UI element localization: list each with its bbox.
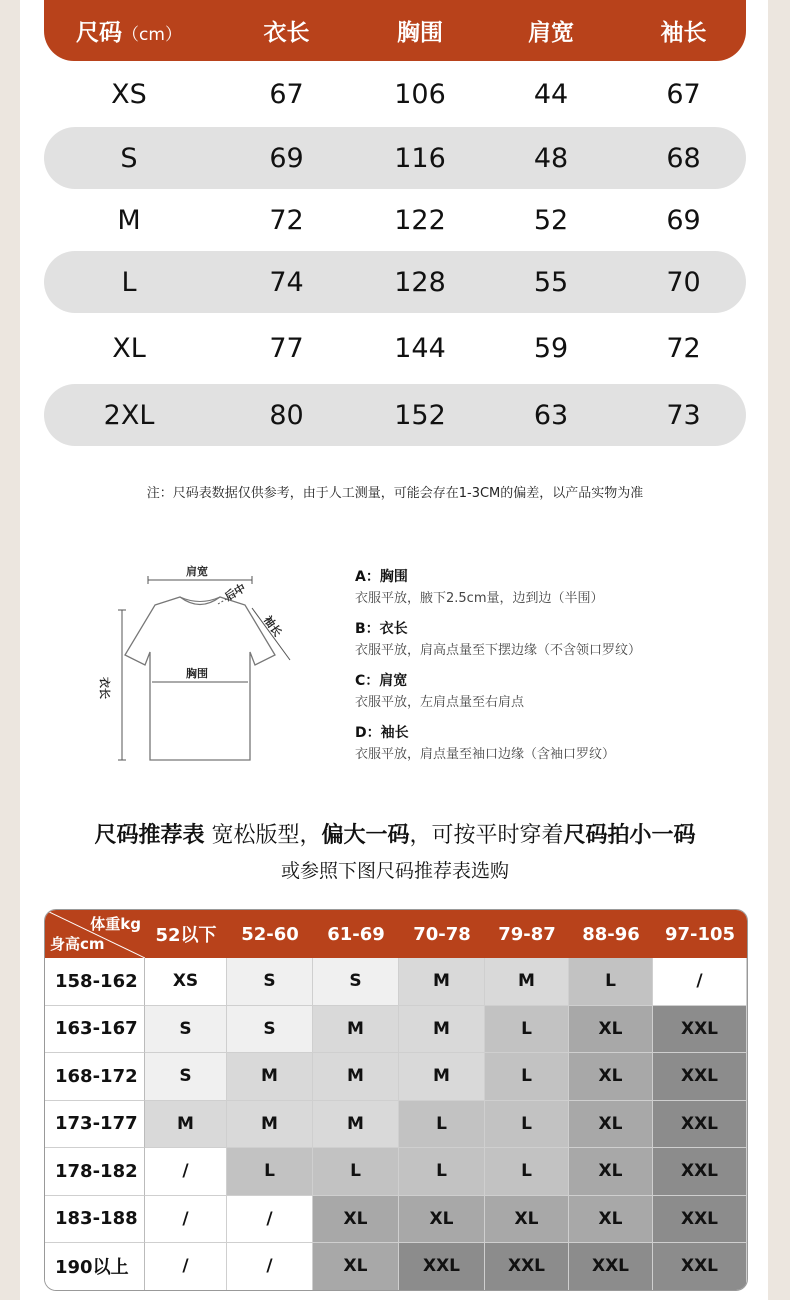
size-recommendation-cell: L [227,1148,313,1196]
size-recommendation-cell: XL [399,1196,485,1244]
size-row [44,317,746,379]
size-recommendation-cell: M [227,1053,313,1101]
size-recommendation-cell: M [399,1053,485,1101]
size-recommendation-cell: / [145,1148,227,1196]
size-recommendation-cell: / [227,1196,313,1244]
tshirt-diagram [100,560,320,770]
measurement-note: 注：尺码表数据仅供参考，由于人工测量，可能会存在1-3CM的偏差，以产品实物为准 [146,486,644,501]
size-row [44,127,746,189]
size-row [44,63,746,125]
weight-header: 79-87 [498,923,556,945]
tshirt-outline-icon [100,560,320,770]
size-recommendation-cell: XXL [653,1243,747,1291]
definition-sleeve: D：袖长 衣服平放，肩点量至袖口边缘（含袖口罗纹） [355,725,616,762]
weight-header: 52以下 [155,925,217,946]
size-cell-shoulder: 52 [533,204,569,236]
size-recommendation-cell: XXL [653,1196,747,1244]
size-cell-sleeve: 68 [666,142,701,174]
size-cell-size: XS [111,78,147,110]
label-sleeve: 袖长 [260,613,285,640]
size-recommendation-cell: XL [569,1006,653,1054]
measurement-definitions [355,566,755,774]
size-recommendation-cell: S [313,958,399,1006]
size-cell-size: L [121,266,137,298]
size-recommendation-cell: S [227,958,313,1006]
size-table-header [44,0,746,61]
size-recommendation-cell: XL [569,1101,653,1149]
header-size: 尺码（cm） [76,20,182,46]
size-cell-chest: 128 [394,266,446,298]
size-cell-sleeve: 73 [666,399,701,431]
header-unit: （cm） [122,25,182,45]
size-cell-shoulder: 48 [533,142,569,174]
definition-chest: A：胸围 衣服平放，腋下2.5cm量，边到边（半围） [355,569,604,606]
size-recommendation-cell: / [227,1243,313,1291]
size-recommendation-cell: / [145,1196,227,1244]
size-recommendation-cell: S [145,1006,227,1054]
size-recommendation-cell: XL [569,1196,653,1244]
size-recommendation-cell: M [313,1053,399,1101]
size-recommendation-cell: L [313,1148,399,1196]
label-shoulder: 肩宽 [186,565,208,578]
size-recommendation-cell: S [145,1053,227,1101]
size-recommendation-cell: L [485,1053,569,1101]
height-label: 178-182 [45,1148,145,1196]
size-recommendation-cell: XXL [399,1243,485,1291]
corner-weight-label: 体重kg [90,915,141,933]
size-recommendation-cell: / [145,1243,227,1291]
size-recommendation-cell: XL [313,1196,399,1244]
size-recommendation-cell: M [485,958,569,1006]
size-cell-shoulder: 59 [533,332,569,364]
size-cell-shoulder: 55 [533,266,569,298]
size-cell-sleeve: 67 [666,78,701,110]
weight-header: 70-78 [413,923,471,945]
size-recommendation-cell: M [227,1101,313,1149]
definition-shoulder: C：肩宽 衣服平放，左肩点量至右肩点 [355,673,525,710]
size-cell-length: 69 [269,142,304,174]
size-cell-chest: 152 [394,399,446,431]
recommendation-heading: 尺码推荐表 宽松版型，偏大一码，可按平时穿着尺码拍小一码 [94,823,696,848]
weight-header: 61-69 [327,923,385,945]
height-label: 173-177 [45,1101,145,1149]
size-recommendation-cell: XL [569,1148,653,1196]
height-label: 158-162 [45,958,145,1006]
header-chest: 胸围 [397,20,443,46]
size-cell-shoulder: 63 [533,399,569,431]
size-cell-sleeve: 70 [666,266,701,298]
size-row [44,189,746,251]
label-length: 衣长 [98,677,111,699]
size-recommendation-cell: L [485,1101,569,1149]
corner-height-label: 身高cm [50,935,105,953]
size-cell-length: 77 [269,332,304,364]
height-label: 183-188 [45,1196,145,1244]
size-recommendation-cell: XS [145,958,227,1006]
recommendation-grid [44,909,748,1291]
size-recommendation-cell: XXL [485,1243,569,1291]
size-recommendation-cell: L [569,958,653,1006]
size-cell-size: 2XL [103,399,155,431]
size-row [44,251,746,313]
size-recommendation-cell: S [227,1006,313,1054]
label-back-center: 后中 [222,581,249,604]
size-row [44,384,746,446]
size-cell-sleeve: 72 [666,332,701,364]
size-recommendation-cell: XXL [653,1148,747,1196]
weight-header: 97-105 [664,923,736,945]
size-recommendation-cell: XL [313,1243,399,1291]
header-shoulder: 肩宽 [528,20,574,46]
size-cell-chest: 144 [394,332,446,364]
size-recommendation-cell: M [399,958,485,1006]
header-length: 衣长 [263,20,310,46]
size-recommendation-cell: M [399,1006,485,1054]
size-recommendation-cell: M [313,1101,399,1149]
definition-length: B：衣长 衣服平放，肩高点量至下摆边缘（不含领口罗纹） [355,621,642,658]
size-cell-shoulder: 44 [533,78,569,110]
size-recommendation-cell: L [399,1148,485,1196]
height-label: 190以上 [45,1243,145,1291]
recommendation-subheading: 或参照下图尺码推荐表选购 [280,860,509,882]
size-cell-length: 72 [269,204,304,236]
size-cell-size: XL [112,332,146,364]
header-sleeve: 袖长 [660,20,707,46]
grid-header [45,910,747,958]
size-recommendation-cell: / [653,958,747,1006]
size-cell-length: 67 [269,78,304,110]
height-label: 163-167 [45,1006,145,1054]
size-recommendation-cell: L [485,1006,569,1054]
size-cell-length: 74 [269,266,304,298]
size-recommendation-cell: L [485,1148,569,1196]
size-recommendation-cell: XXL [653,1101,747,1149]
weight-header: 52-60 [241,923,299,945]
size-recommendation-cell: L [399,1101,485,1149]
label-chest: 胸围 [186,667,208,680]
size-cell-size: M [117,204,141,236]
size-recommendation-cell: XL [569,1053,653,1101]
size-cell-sleeve: 69 [666,204,701,236]
size-cell-chest: 122 [394,204,446,236]
size-cell-chest: 106 [394,78,446,110]
size-recommendation-cell: M [313,1006,399,1054]
size-recommendation-cell: M [145,1101,227,1149]
size-recommendation-cell: XL [485,1196,569,1244]
weight-header: 88-96 [582,923,640,945]
size-recommendation-cell: XXL [653,1006,747,1054]
size-recommendation-cell: XXL [569,1243,653,1291]
size-cell-length: 80 [269,399,304,431]
size-cell-chest: 116 [394,142,446,174]
grid-corner [45,910,145,958]
size-recommendation-cell: XXL [653,1053,747,1101]
size-cell-size: S [120,142,138,174]
height-label: 168-172 [45,1053,145,1101]
